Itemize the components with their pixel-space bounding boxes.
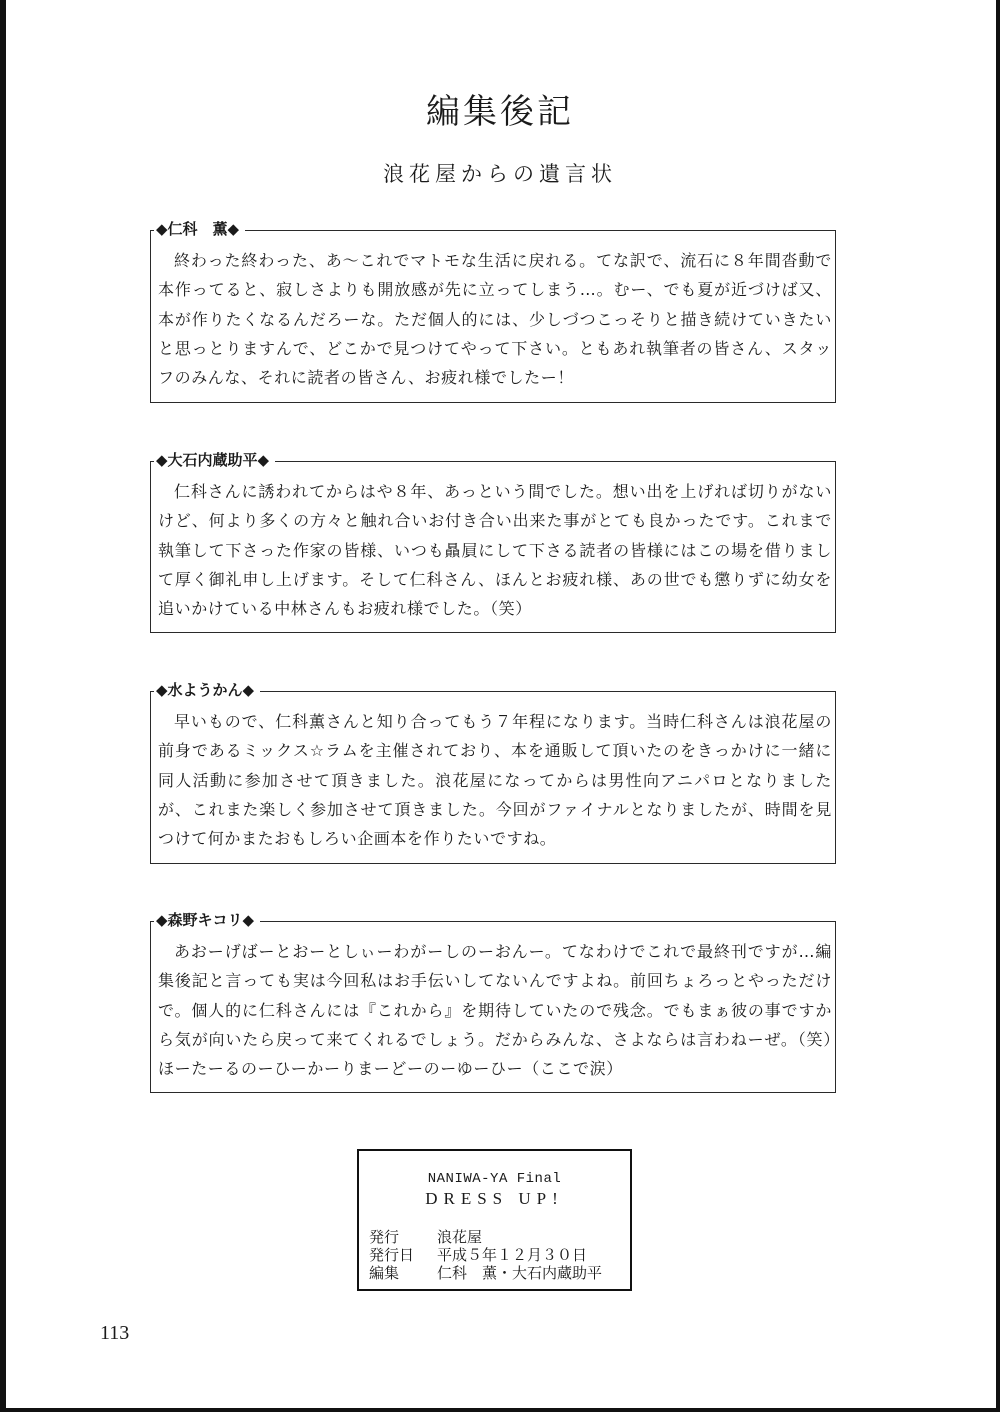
section-heading: ◆森野キコリ◆ [154, 909, 260, 931]
page-subtitle: 浪花屋からの遺言状 [383, 162, 617, 186]
scan-edge-left [0, 0, 6, 1412]
afterword-section-mizuyoukan [150, 679, 838, 864]
colophon-value: 浪花屋 [437, 1228, 483, 1246]
colophon-title-line1: NANIWA-YA Final [427, 1171, 562, 1187]
colophon-value: 仁科 薫・大石内蔵助平 [437, 1264, 603, 1282]
colophon-label: 編集 [369, 1264, 400, 1282]
colophon-label: 発行 [369, 1228, 400, 1246]
section-heading: ◆仁科 薫◆ [154, 218, 245, 240]
section-body: 早いもので、仁科薫さんと知り合ってもう７年程になります。当時仁科さんは浪花屋の前身であるミックス☆ラムを主催されており、本を通販して頂いたのをきっかけに一緒に同人活動に参加させて頂きました。浪花屋になってからは男性向アニパロとなりましたが、これまた楽しく参加させて頂きました。今回がファイナルとなりましたが、時間を見つけて何かまたおもしろい企画本を作りたいですね。 [158, 712, 832, 849]
afterword-section-oishi [150, 449, 838, 633]
page-title: 編集後記 [426, 92, 574, 132]
colophon-box [357, 1149, 632, 1291]
colophon-row-date [369, 1245, 587, 1265]
section-heading: ◆大石内蔵助平◆ [154, 449, 275, 471]
colophon-row-editor [369, 1263, 602, 1283]
section-heading: ◆水ようかん◆ [154, 679, 260, 701]
section-body: あおーげばーとおーとしぃーわがーしのーおんー。てなわけでこれで最終刊ですが…編集後記と言っても実は今回私はお手伝いしてないんですよね。前回ちょろっとやっただけで。個人的に仁科さんには『これから』を期待していたので残念。でもまぁ彼の事ですから気が向いたら戻って来てくれるでしょう。だからみんな、さよならは言わねーぜ。（笑） ほーたーるのーひーかーりまーどーのーゆーひー（ここで涙） [158, 942, 849, 1079]
afterword-section-morino [150, 909, 849, 1093]
section-body: 終わった終わった、あ〜これでマトモな生活に戻れる。てな訳で、流石に８年間沓動で本作ってると、寂しさよりも開放感が先に立ってしまう…。むー、でも夏が近づけば又、本が作りたくなるんだろーな。ただ個人的には、少しづつこっそりと描き続けていきたいと思っとりますんで、どこかで見つけてやって下さい。ともあれ執筆者の皆さん、スタッフのみんな、それに読者の皆さん、お疲れ様でしたー！ [158, 251, 832, 388]
page-number: 113 [100, 1322, 130, 1344]
colophon-label: 発行日 [369, 1246, 415, 1264]
scan-edge-bottom [0, 1408, 1000, 1412]
afterword-section-nishina [150, 218, 838, 403]
colophon-row-publisher [369, 1227, 482, 1247]
colophon-value: 平成５年１２月３０日 [437, 1246, 588, 1264]
section-body: 仁科さんに誘われてからはや８年、あっという間でした。想い出を上げれば切りがないけど、何より多くの方々と触れ合いお付き合い出来た事がとても良かったです。これまで執筆して下さった作家の皆様、いつも贔屓にして下さる読者の皆様にはこの場を借りまして厚く御礼申し上げます。そして仁科さん、ほんとお疲れ様、あの世でも懲りずに幼女を追いかけている中林さんもお疲れ様でした。（笑） [158, 482, 832, 619]
scan-edge-right [996, 0, 1000, 1412]
colophon-title-line2: DRESS UP! [425, 1189, 564, 1208]
